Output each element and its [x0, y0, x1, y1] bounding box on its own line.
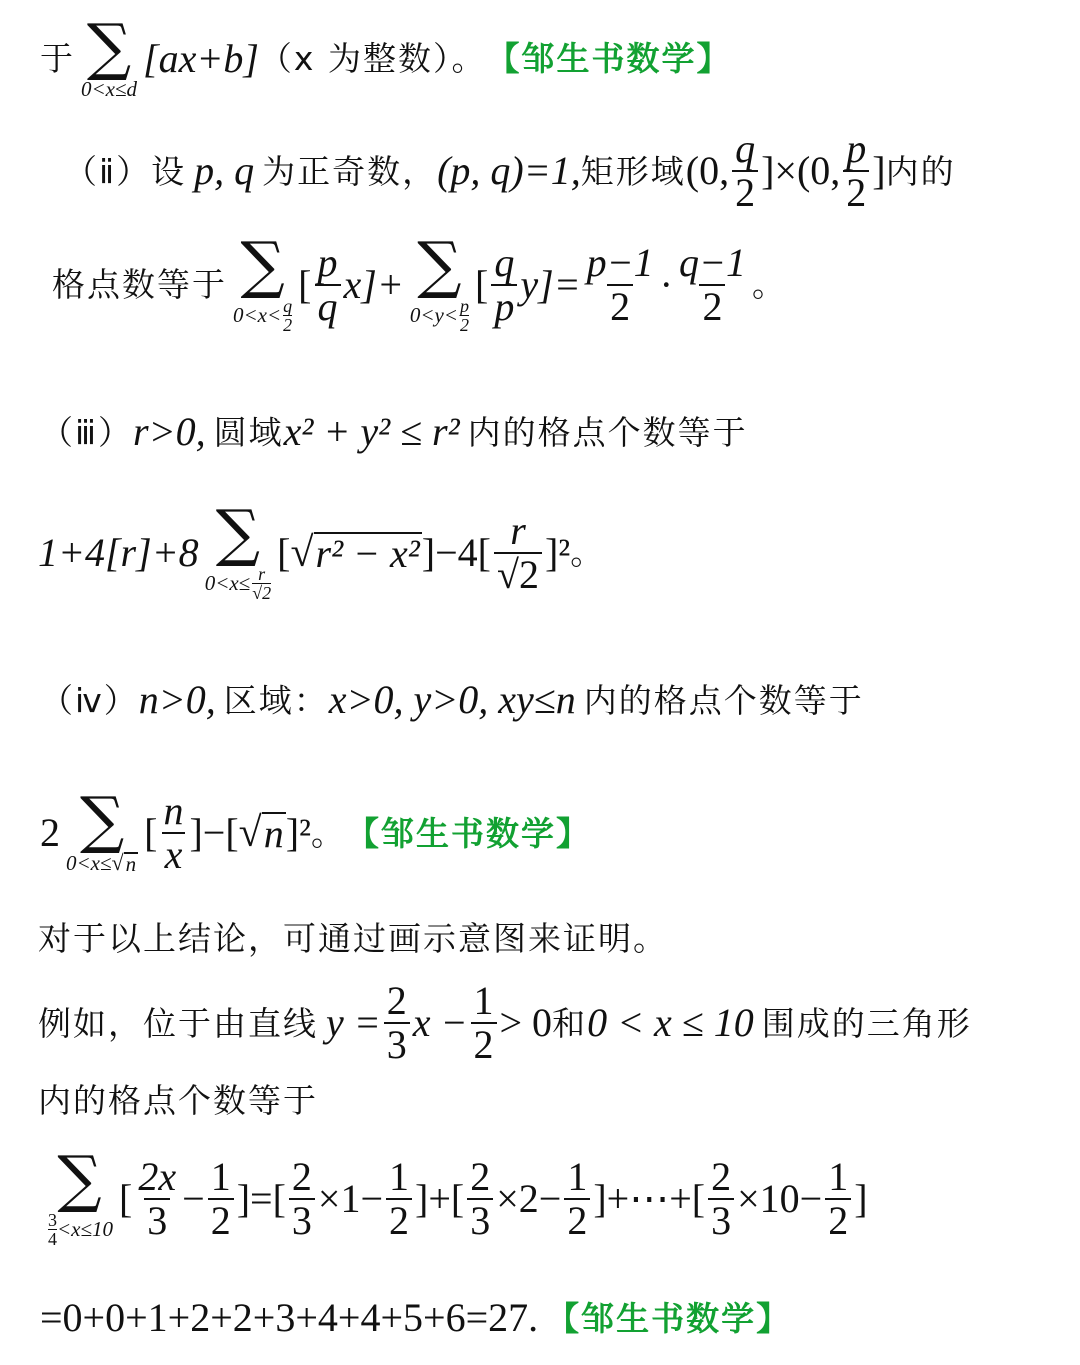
text-count: 内的格点个数等于	[583, 680, 864, 720]
line-9: 例如，位于由直线 y = $\frac{2}{3}$ x − $\frac{1}{2}$ > 0 和 0 < x ≤ 10 围成的三角形	[38, 978, 972, 1067]
disk-inequality: x² + y² ≤ r²	[283, 409, 460, 454]
sum-limit: 0<x≤d	[81, 76, 138, 101]
sqrt-r2-x2: √ r² − x²	[290, 529, 420, 576]
text-inner: 内的	[885, 151, 956, 191]
fraction-2-3: $\frac{2}{3}$	[384, 980, 410, 1066]
line-11: ∑ 3 4 <x≤10 [ $\frac{2x}{3}$ − $\frac{1}{2}$ ]=[ $\frac{2}{3}$ ×1− $\frac{1}{2}$ ]+[ $\frac{2}{3}$ ×2− $\frac{1}{2}$ ]+⋯+[ $\frac{2}{3}$ ×10− $\frac{1}{2}$ ]	[48, 1142, 868, 1249]
sigma-icon: ∑	[417, 228, 462, 301]
line-4	[0, 409, 1080, 454]
fraction-r-over-sqrt2: $\frac{r}{√2}$	[494, 510, 542, 596]
rect-part-a: (0,	[685, 148, 730, 193]
fraction-p-over-2: $\frac{p}{2}$	[843, 128, 869, 214]
text-proof-note: 对于以上结论，可通过画示意图来证明。	[38, 919, 668, 958]
fraction-n-over-x: $\frac{n}{x}$	[163, 788, 184, 877]
summation-example	[46, 1142, 114, 1249]
region-inequalities: x>0, y>0, xy≤n	[328, 677, 576, 722]
label-iii: （ⅲ）	[40, 412, 134, 452]
line-2	[0, 128, 1080, 214]
sigma-icon: ∑	[57, 1142, 102, 1215]
line-3: 格点数等于 ∑ 0<x< q 2 [ $\frac{p}{q}$ x]+ ∑ 0<y< p 2 [ $\frac{q}{p}$ y]= $\frac{p-1}{2}$ · $\frac{q-1}{2}$ 。	[52, 228, 787, 335]
fraction-p-over-q: $\frac{p}{q}$	[315, 242, 341, 328]
summation-y	[409, 228, 469, 335]
term-y: y]=	[520, 261, 581, 307]
text-disk: 圆域	[213, 412, 284, 452]
line-7: 2 ∑ 0<x≤ √ n [ $\frac{n}{x}$ ]−[ √ n ]² 。 【邹生书数学】	[40, 783, 592, 877]
line-1	[0, 10, 1080, 101]
sum-limit-r: 0<x≤ $\frac{r}{√2}$	[204, 563, 272, 603]
text-region: 区域：	[223, 680, 329, 720]
line-12	[0, 1295, 1080, 1340]
sigma-icon: ∑	[215, 496, 261, 569]
final-sum: =0+0+1+2+2+3+4+4+5+6=27.	[40, 1295, 539, 1340]
text-set: 设	[151, 151, 187, 191]
sum-limit-y: 0<y< p 2	[409, 295, 469, 335]
line-6	[0, 677, 1080, 722]
fraction-p-minus-1: $\frac{p-1}{2}$	[586, 239, 654, 329]
text-odd: 为正奇数，	[262, 151, 438, 191]
sigma-icon: ∑	[240, 228, 285, 301]
fraction-q-over-p: $\frac{q}{p}$	[491, 242, 517, 328]
prefix-1-4r-8: 1+4[r]+8	[38, 529, 199, 575]
summation-r	[204, 496, 272, 603]
note-integer: （x 为整数）。	[258, 39, 487, 79]
label-iv: （ⅳ）	[40, 680, 139, 720]
pq-vars: p, q	[194, 148, 255, 193]
expr-ax-b: [ax+b]	[143, 35, 259, 81]
gcd-condition: (p, q)=1,	[437, 148, 581, 193]
cond-n: n>0,	[138, 677, 216, 722]
fraction-q-over-2: $\frac{q}{2}$	[732, 128, 758, 214]
summation	[81, 10, 138, 101]
cond-r: r>0,	[133, 409, 206, 454]
text-count: 内的格点个数等于	[467, 412, 748, 452]
text-count-equals: 内的格点个数等于	[38, 1081, 318, 1120]
text-example: 例如，位于由直线	[38, 1003, 318, 1043]
summation-x	[233, 228, 293, 335]
sum-limit-example: 3 4 <x≤10	[48, 1209, 114, 1249]
line-10	[0, 1081, 1080, 1120]
fraction-q-minus-1: $\frac{q-1}{2}$	[678, 239, 746, 329]
label-ii: （ⅱ）	[64, 151, 152, 191]
line-8	[0, 919, 1080, 958]
line-5: 1+4[r]+8 ∑ 0<x≤ $\frac{r}{√2}$ [ √ r² − x² ]−4[ $\frac{r}{√2}$ ]² 。	[38, 496, 606, 603]
sigma-icon: ∑	[86, 10, 132, 83]
sum-limit-n: 0<x≤ √ n	[66, 849, 137, 876]
brand-tag: 【邹生书数学】	[486, 39, 732, 79]
summation-n	[66, 783, 138, 876]
x-range: 0 < x ≤ 10	[587, 1000, 754, 1045]
brand-tag: 【邹生书数学】	[346, 813, 592, 853]
sum-limit-x: 0<x< q 2	[233, 295, 293, 335]
rect-part-c: ]	[872, 148, 886, 193]
text-rect: 矩形域	[580, 151, 686, 191]
brand-tag: 【邹生书数学】	[546, 1298, 792, 1338]
sigma-icon: ∑	[79, 783, 125, 857]
term-x: x]+	[343, 261, 404, 307]
text-lattice-equals: 格点数等于	[52, 265, 227, 305]
fraction-1-2: $\frac{1}{2}$	[471, 980, 497, 1066]
text-yu: 于	[40, 39, 75, 79]
rect-part-b: ]×(0,	[761, 148, 841, 193]
sqrt-n: √ n	[238, 810, 284, 856]
